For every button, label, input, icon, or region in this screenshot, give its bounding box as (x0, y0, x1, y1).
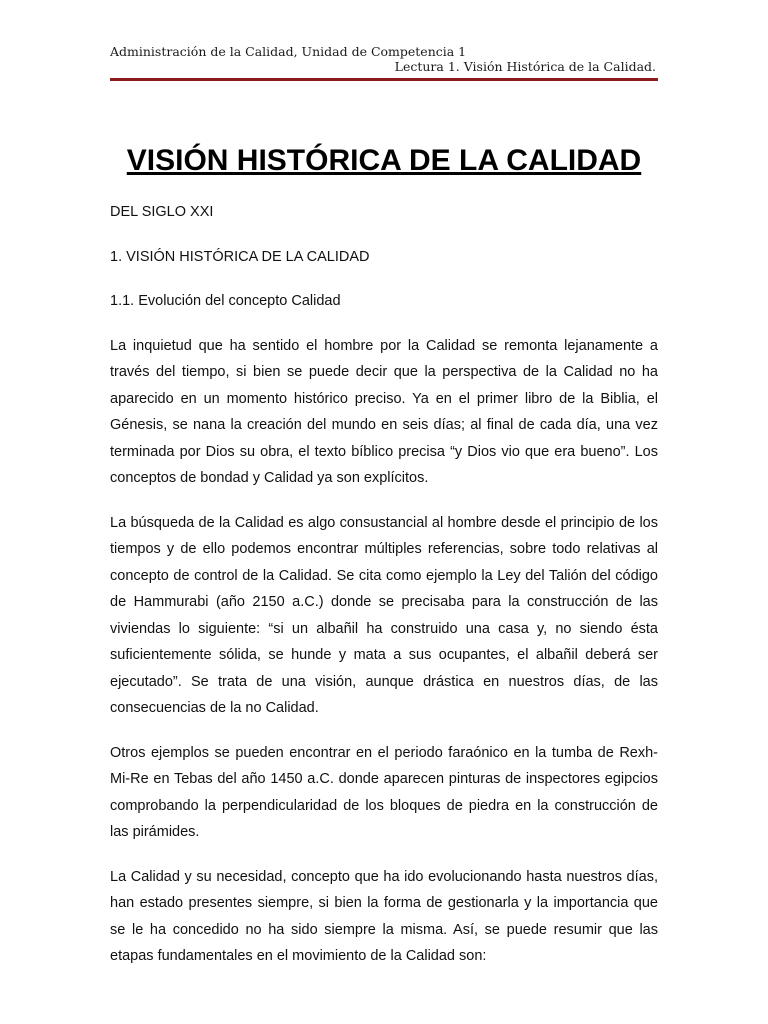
header-course-title: Administración de la Calidad, Unidad de Competencia 1 (110, 44, 467, 59)
body-paragraph: La inquietud que ha sentido el hombre por la Calidad se remonta lejanamente a través del tiempo, si bien se puede decir que la perspectiva de la Calidad no ha aparecido en un momento histórico preciso. Ya en el primer libro de la Biblia, el Génesis, se nana la creación del mundo en seis días; al final de cada día, una vez terminada por Dios su obra, el texto bíblico precisa “y Dios vio que era bueno”. Los conceptos de bondad y Calidad ya son explícitos. (110, 337, 658, 486)
body-paragraph: Otros ejemplos se pueden encontrar en el periodo faraónico en la tumba de Rexh-Mi-Re en Tebas del año 1450 a.C. donde aparecen pinturas de inspectores egipcios comprobando la perpendicularidad de los bloques de piedra en la construcción de las pirámides. (110, 744, 658, 840)
body-paragraph: La búsqueda de la Calidad es algo consustancial al hombre desde el principio de los tiempos y de ello podemos encontrar múltiples referencias, sobre todo relativas al concepto de control de la Calidad. Se cita como ejemplo la Ley del Talión del código de Hammurabi (año 2150 a.C.) donde se precisaba para la construcción de las viviendas lo siguiente: “si un albañil ha construido una casa y, no siendo ésta suficientemente sólida, se hunde y mata a sus ocupantes, el albañil deberá ser ejecutado”. Se trata de una visión, aunque drástica en nuestros días, de las consecuencias de la no Calidad. (110, 514, 658, 716)
header-divider (110, 78, 658, 81)
document-subtitle: DEL SIGLO XXI (110, 204, 214, 220)
header-reading-title: Lectura 1. Visión Histórica de la Calidad. (394, 59, 656, 74)
section-heading: 1. VISIÓN HISTÓRICA DE LA CALIDAD (110, 248, 370, 265)
subsection-heading: 1.1. Evolución del concepto Calidad (110, 293, 341, 309)
body-paragraph: La Calidad y su necesidad, concepto que ha ido evolucionando hasta nuestros días, han estado presentes siempre, si bien la forma de gestionarla y la importancia que se le ha concedido no ha sido siempre la misma. Así, se puede resumir que las etapas fundamentales en el movimiento de la Calidad son: (110, 868, 658, 964)
document-title: VISIÓN HISTÓRICA DE LA CALIDAD (126, 144, 642, 177)
document-body (110, 199, 658, 988)
